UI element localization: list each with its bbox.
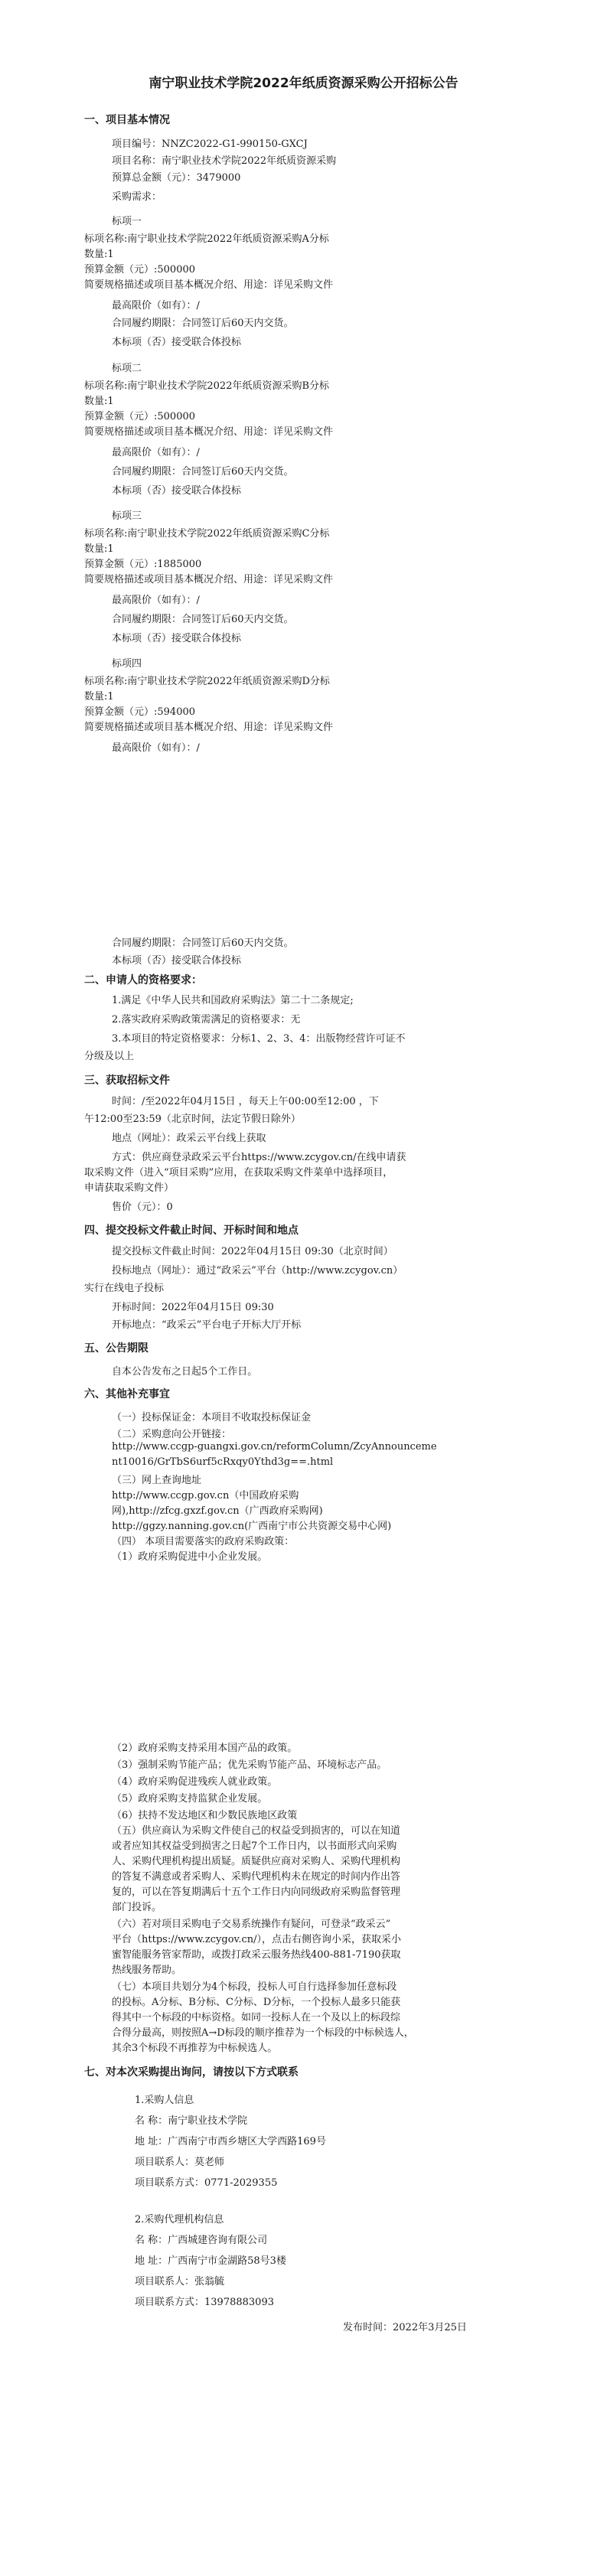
- bid-location-cont: 实行在线电子投标: [84, 1283, 165, 1294]
- lot-quantity: 数量:1: [84, 396, 114, 407]
- doc-location: 地点（网址）：政采云平台线上获取: [112, 1133, 266, 1144]
- lot-budget: 预算金额（元）:500000: [84, 411, 196, 422]
- qualification-3-cont: 分级及以上: [84, 1051, 135, 1062]
- intent-link-text-cont[interactable]: nt10016/GrTbS6urf5cRxqy0Ythd3g==.html: [112, 1456, 334, 1468]
- agency-phone: 项目联系方式：13978883093: [135, 2297, 274, 2308]
- lot-contract-period: 合同履约期限：合同签订后60天内交货。: [112, 937, 294, 949]
- doc-time-cont: 午12:00至23:59（北京时间，法定节假日除外）: [84, 1114, 301, 1125]
- query-address-label: （三）网上查询地址: [112, 1475, 202, 1486]
- lot-budget: 预算金额（元）:594000: [84, 706, 196, 718]
- lot-consortium: 本标项（否）接受联合体投标: [112, 955, 242, 967]
- system-help-paragraph-cont: 平台（https://www.zcygov.cn/），点击右侧咨询小采，获取采小: [112, 1934, 402, 1945]
- lot-label: 标项三: [112, 510, 142, 522]
- lot-max-price: 最高限价（如有）：/: [112, 300, 200, 311]
- policy-label: （四） 本项目需要落实的政府采购政策：: [112, 1536, 295, 1547]
- purchaser-address: 地 址：广西南宁市西乡塘区大学西路169号: [135, 2136, 326, 2147]
- section-1-heading: 一、项目基本情况: [84, 114, 170, 126]
- notice-period: 自本公告发布之日起5个工作日。: [112, 1366, 258, 1378]
- intent-link-cont[interactable]: [112, 1456, 333, 1468]
- section-3-heading: 三、获取招标文件: [84, 1074, 170, 1087]
- query-link-ccgp[interactable]: http://www.ccgp.gov.cn（中国政府采购: [112, 1490, 299, 1502]
- complaint-paragraph-cont: 复的，可以在答复期满后十五个工作日内向同级政府采购监督管理: [112, 1886, 401, 1898]
- agency-info-label: 2.采购代理机构信息: [135, 2214, 224, 2225]
- opening-time: 开标时间：2022年04月15日 09:30: [112, 1302, 274, 1313]
- qualification-1: 1.满足《中华人民共和国政府采购法》第二十二条规定;: [112, 995, 354, 1006]
- doc-method-cont: 申请获取采购文件）: [84, 1182, 175, 1194]
- policy-5: （5）政府采购支持监狱企业发展。: [112, 1793, 268, 1805]
- system-help-paragraph: （六）若对项目采购电子交易系统操作有疑问，可登录“政采云”: [112, 1919, 391, 1930]
- lot-rule-paragraph: （七）本项目共划分为4个标段，投标人可自行选择参加任意标段: [112, 1981, 397, 1993]
- policy-4: （4）政府采购促进残疾人就业政策。: [112, 1776, 278, 1788]
- lot-max-price: 最高限价（如有）：/: [112, 742, 200, 754]
- policy-6: （6）扶持不发达地区和少数民族地区政策: [112, 1810, 298, 1821]
- intent-link[interactable]: [112, 1441, 437, 1453]
- lot-rule-paragraph-cont: 合得分最高，则按照A→D标段的顺序推荐为一个标段的中标候选人，: [112, 2027, 414, 2039]
- lot-contract-period: 合同履约期限：合同签订后60天内交货。: [112, 318, 294, 329]
- doc-price: 售价（元）：0: [112, 1202, 173, 1213]
- project-name: 项目名称：南宁职业技术学院2022年纸质资源采购: [112, 155, 337, 167]
- complaint-paragraph-cont: 的答复不满意或者采购人、采购代理机构未在规定的时间内作出答: [112, 1871, 401, 1883]
- lot-budget: 预算金额（元）:1885000: [84, 559, 202, 570]
- intent-link-text[interactable]: http://www.ccgp-guangxi.gov.cn/reformColumn/ZcyAnnounceme: [112, 1441, 437, 1453]
- qualification-3: 3.本项目的特定资格要求：分标1、2、3、4：出版物经营许可证不: [112, 1033, 406, 1045]
- bid-location: 投标地点（网址）：通过“政采云”平台（http://www.zcygov.cn）: [112, 1265, 403, 1277]
- policy-2: （2）政府采购支持采用本国产品的政策。: [112, 1743, 298, 1754]
- lot-name: 标项名称:南宁职业技术学院2022年纸质资源采购C分标: [84, 528, 330, 540]
- lot-quantity: 数量:1: [84, 543, 114, 555]
- agency-contact: 项目联系人：张翁毓: [135, 2276, 225, 2287]
- lot-max-price: 最高限价（如有）：/: [112, 595, 200, 606]
- deposit: （一）投标保证金：本项目不收取投标保证金: [112, 1412, 312, 1423]
- lot-name: 标项名称:南宁职业技术学院2022年纸质资源采购B分标: [84, 380, 330, 392]
- lot-max-price: 最高限价（如有）：/: [112, 447, 200, 458]
- section-4-heading: 四、提交投标文件截止时间、开标时间和地点: [84, 1224, 299, 1237]
- lot-name: 标项名称:南宁职业技术学院2022年纸质资源采购D分标: [84, 676, 330, 687]
- lot-description: 简要规格描述或项目基本概况介绍、用途：详见采购文件: [84, 574, 334, 585]
- page-title: 南宁职业技术学院2022年纸质资源采购公开招标公告: [148, 76, 459, 91]
- opening-location: 开标地点：“政采云”平台电子开标大厅开标: [112, 1319, 302, 1331]
- lot-quantity: 数量:1: [84, 249, 114, 260]
- section-2-heading: 二、申请人的资格要求：: [84, 974, 202, 986]
- agency-name: 名 称：广西城建咨询有限公司: [135, 2235, 268, 2246]
- section-6-heading: 六、其他补充事宜: [84, 1388, 170, 1400]
- lot-label: 标项二: [112, 363, 142, 374]
- lot-contract-period: 合同履约期限：合同签订后60天内交货。: [112, 466, 294, 478]
- lot-consortium: 本标项（否）接受联合体投标: [112, 337, 242, 348]
- system-help-paragraph-cont: 蜜智能服务管家帮助，或拨打政采云服务热线400-881-7190获取: [112, 1949, 401, 1961]
- doc-time: 时间：/至2022年04月15日 ，每天上午00:00至12:00 ，下: [112, 1096, 379, 1107]
- complaint-paragraph: （五）供应商认为采购文件使自己的权益受到损害的，可以在知道: [112, 1825, 401, 1837]
- purchaser-name: 名 称：南宁职业技术学院: [135, 2115, 248, 2127]
- publish-date: 发布时间：2022年3月25日: [343, 2322, 467, 2333]
- complaint-paragraph-cont: 或者应知其权益受到损害之日起7个工作日内，以书面形式向采购: [112, 1841, 397, 1852]
- project-number: 项目编号：NNZC2022-G1-990150-GXCJ: [112, 139, 308, 150]
- lot-contract-period: 合同履约期限：合同签订后60天内交货。: [112, 614, 294, 625]
- procurement-needs-label: 采购需求：: [112, 191, 162, 203]
- doc-method-cont: 取采购文件（进入“项目采购”应用，在获取采购文件菜单中选择项目，: [84, 1167, 393, 1179]
- lot-description: 简要规格描述或项目基本概况介绍、用途：详见采购文件: [84, 426, 334, 438]
- bid-deadline: 提交投标文件截止时间：2022年04月15日 09:30（北京时间）: [112, 1246, 393, 1257]
- lot-rule-paragraph-cont: 的投标。A分标、B分标、C分标、D分标，一个投标人最多只能获: [112, 1997, 401, 2008]
- lot-description: 简要规格描述或项目基本概况介绍、用途：详见采购文件: [84, 722, 334, 733]
- query-link-nanning[interactable]: http://ggzy.nanning.gov.cn(广西南宁市公共资源交易中心网): [112, 1521, 392, 1532]
- lot-label: 标项四: [112, 658, 142, 670]
- policy-3: （3）强制采购节能产品；优先采购节能产品、环境标志产品。: [112, 1759, 387, 1771]
- lot-name: 标项名称:南宁职业技术学院2022年纸质资源采购A分标: [84, 233, 329, 245]
- lot-rule-paragraph-cont: 其余3个标段不再推荐为中标候选人。: [112, 2043, 278, 2054]
- agency-address: 地 址：广西南宁市金湖路58号3楼: [135, 2255, 286, 2267]
- intent-link-label: （二）采购意向公开链接：: [112, 1429, 232, 1440]
- lot-quantity: 数量:1: [84, 691, 114, 703]
- system-help-paragraph-cont: 热线服务帮助。: [112, 1965, 182, 1976]
- complaint-paragraph-cont: 人、采购代理机构提出质疑。质疑供应商对采购人、采购代理机构: [112, 1856, 401, 1867]
- total-budget: 预算总金额（元）：3479000: [112, 172, 241, 184]
- lot-consortium: 本标项（否）接受联合体投标: [112, 633, 242, 644]
- purchaser-info-label: 1.采购人信息: [135, 2095, 194, 2106]
- lot-rule-paragraph-cont: 得其中一个标段的中标资格。如同一投标人在一个及以上的标段综: [112, 2012, 401, 2023]
- doc-method: 方式：供应商登录政采云平台https://www.zcygov.cn/在线申请获: [112, 1152, 406, 1163]
- purchaser-phone: 项目联系方式：0771-2029355: [135, 2177, 278, 2189]
- section-7-heading: 七、对本次采购提出询问，请按以下方式联系: [84, 2066, 299, 2079]
- lot-description: 简要规格描述或项目基本概况介绍、用途：详见采购文件: [84, 279, 334, 291]
- query-link-gxzf[interactable]: 网),http://zfcg.gxzf.gov.cn（广西政府采购网): [112, 1505, 323, 1517]
- lot-label: 标项一: [112, 216, 142, 227]
- lot-budget: 预算金额（元）:500000: [84, 264, 196, 276]
- section-5-heading: 五、公告期限: [84, 1342, 148, 1355]
- complaint-paragraph-cont: 部门投诉。: [112, 1902, 162, 1913]
- policy-1: （1）政府采购促进中小企业发展。: [112, 1551, 268, 1563]
- purchaser-contact: 项目联系人：莫老师: [135, 2157, 225, 2168]
- qualification-2: 2.落实政府采购政策需满足的资格要求：无: [112, 1014, 301, 1026]
- lot-consortium: 本标项（否）接受联合体投标: [112, 485, 242, 497]
